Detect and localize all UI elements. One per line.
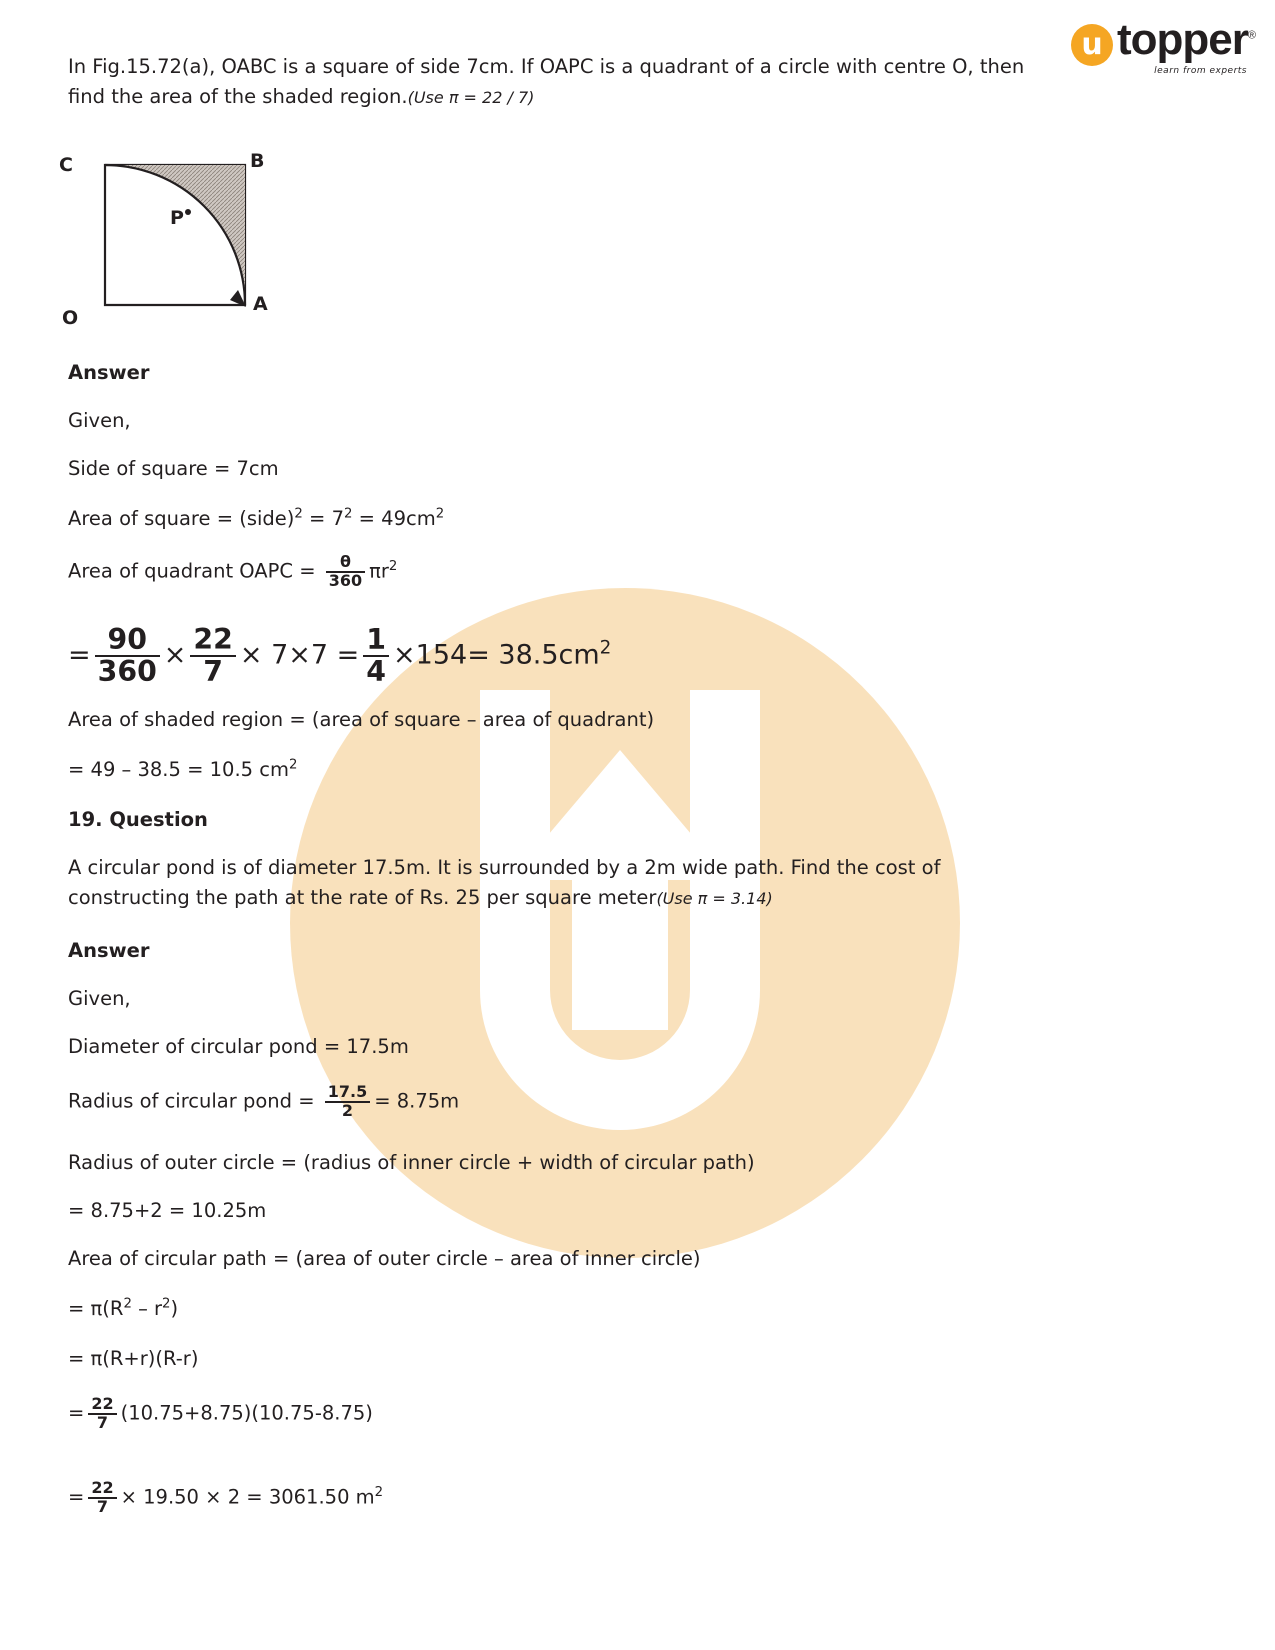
fraction-numerator: 22 — [88, 1396, 116, 1415]
logo-word-text: topper — [1117, 15, 1248, 64]
result-38-5: = 38.5cm — [467, 639, 600, 671]
formula-factored: = π(R+r)(R-r) — [68, 1347, 199, 1370]
formula1-end: ) — [170, 1297, 179, 1320]
fraction-1-4 — [363, 625, 389, 687]
question-18-note: (Use π = 22 / 7) — [407, 88, 535, 108]
formula1-sup1: 2 — [123, 1296, 132, 1312]
logo-tagline: learn from experts — [1154, 66, 1247, 76]
fraction-22-7 — [88, 1396, 116, 1432]
area-square-end: = 49cm — [352, 507, 436, 530]
formula3-eq: = — [68, 1401, 85, 1425]
question-19-line2: constructing the path at the rate of Rs. 25 per square meter — [68, 886, 657, 910]
fraction-denominator: 7 — [96, 1412, 109, 1432]
formula1-sup2: 2 — [162, 1296, 171, 1312]
given-label-19: Given, — [68, 987, 131, 1010]
formula4-sup: 2 — [374, 1484, 384, 1500]
area-of-path-line: Area of circular path = (area of outer circle – area of inner circle) — [68, 1247, 701, 1270]
area-square-mid: = 7 — [302, 507, 344, 530]
fraction-17-5-over-2 — [325, 1084, 370, 1120]
answer-heading-18: Answer — [68, 361, 150, 384]
fraction-denominator: 360 — [97, 654, 157, 688]
radius-line — [68, 1084, 459, 1120]
figure-label-O: O — [62, 307, 79, 329]
answer-heading-19: Answer — [68, 939, 150, 962]
fraction-22-7 — [190, 625, 235, 687]
figure-15-72a — [60, 150, 340, 340]
formula-substituted — [68, 1396, 373, 1432]
outer-radius-line: Radius of outer circle = (radius of inner circle + width of circular path) — [68, 1151, 755, 1174]
quadrant-tail-sup: 2 — [388, 558, 398, 574]
formula3-tail: (10.75+8.75)(10.75-8.75) — [120, 1401, 373, 1425]
final-answer-sup: 2 — [288, 757, 298, 773]
area-of-square-line — [68, 504, 444, 534]
registered-mark: ® — [1247, 29, 1255, 42]
fraction-numerator: 22 — [190, 625, 235, 657]
formula-difference-of-squares — [68, 1294, 178, 1324]
times-7x7: × 7×7 — [239, 639, 329, 671]
formula1-mid: – r — [131, 1297, 163, 1320]
question-19-line1: A circular pond is of diameter 17.5m. It is surrounded by a 2m wide path. Find the cost of — [68, 856, 941, 879]
area-square-sup2: 2 — [344, 506, 353, 522]
eq-sign-1: = — [68, 639, 91, 671]
fraction-numerator: 90 — [95, 625, 160, 657]
question-19-heading: 19. Question — [68, 808, 208, 831]
logo-wordmark — [1117, 15, 1255, 64]
result-sup: 2 — [599, 637, 612, 659]
logo-u-icon: u — [1071, 24, 1113, 66]
eq-sign-2: = — [336, 639, 360, 671]
final-answer-text: = 49 – 38.5 = 10.5 cm — [68, 758, 289, 781]
figure-label-A: A — [253, 293, 268, 315]
diameter-line: Diameter of circular pond = 17.5m — [68, 1035, 409, 1058]
radius-value: = 8.75m — [374, 1089, 460, 1113]
fraction-numerator: θ — [326, 554, 365, 573]
quadrant-tail: πr — [369, 559, 389, 583]
fraction-90-360 — [95, 625, 160, 687]
theta-over-360-fraction — [326, 554, 365, 590]
question-18-line2: find the area of the shaded region. — [68, 85, 408, 109]
formula4-eq: = — [68, 1485, 85, 1509]
fraction-denominator: 7 — [96, 1496, 109, 1516]
formula4-tail: × 19.50 × 2 = 3061.50 m — [120, 1485, 375, 1509]
times-sign-1: × — [163, 639, 187, 671]
fraction-denominator: 7 — [203, 654, 224, 688]
quadrant-calculation-line — [68, 625, 611, 687]
figure-label-B: B — [250, 150, 265, 172]
area-square-sup3: 2 — [435, 506, 445, 522]
shaded-region-line: Area of shaded region = (area of square – area of quadrant) — [68, 708, 655, 731]
area-of-quadrant-line — [68, 554, 397, 590]
fraction-numerator: 22 — [88, 1480, 116, 1499]
fraction-22-7 — [88, 1480, 116, 1516]
question-19-note: (Use π = 3.14) — [656, 889, 773, 909]
brand-logo — [1071, 15, 1255, 76]
figure-label-C: C — [59, 154, 73, 176]
outer-radius-value: = 8.75+2 = 10.25m — [68, 1199, 267, 1222]
area-square-prefix: Area of square = (side) — [68, 507, 295, 530]
fraction-denominator: 360 — [328, 570, 363, 590]
question-19-text — [68, 853, 1078, 913]
figure-svg — [60, 150, 340, 340]
quadrant-label: Area of quadrant OAPC = — [68, 559, 322, 583]
fraction-denominator: 4 — [366, 654, 387, 688]
question-18-text — [68, 52, 1078, 112]
question-18-line1: In Fig.15.72(a), OABC is a square of side 7cm. If OAPC is a quadrant of a circle with centre O, then — [68, 55, 1025, 78]
area-square-sup1: 2 — [294, 506, 303, 522]
times-154: ×154 — [393, 639, 468, 671]
side-of-square-line: Side of square = 7cm — [68, 457, 279, 480]
given-label-18: Given, — [68, 409, 131, 432]
formula1-prefix: = π(R — [68, 1297, 124, 1320]
formula-final-result — [68, 1480, 383, 1516]
fraction-numerator: 17.5 — [325, 1084, 370, 1103]
watermark-arrow-icon — [420, 690, 820, 1160]
fraction-numerator: 1 — [363, 625, 389, 657]
radius-label: Radius of circular pond = — [68, 1089, 321, 1113]
fraction-denominator: 2 — [341, 1100, 354, 1120]
figure-label-P: P — [170, 207, 184, 229]
final-answer-18 — [68, 755, 297, 785]
